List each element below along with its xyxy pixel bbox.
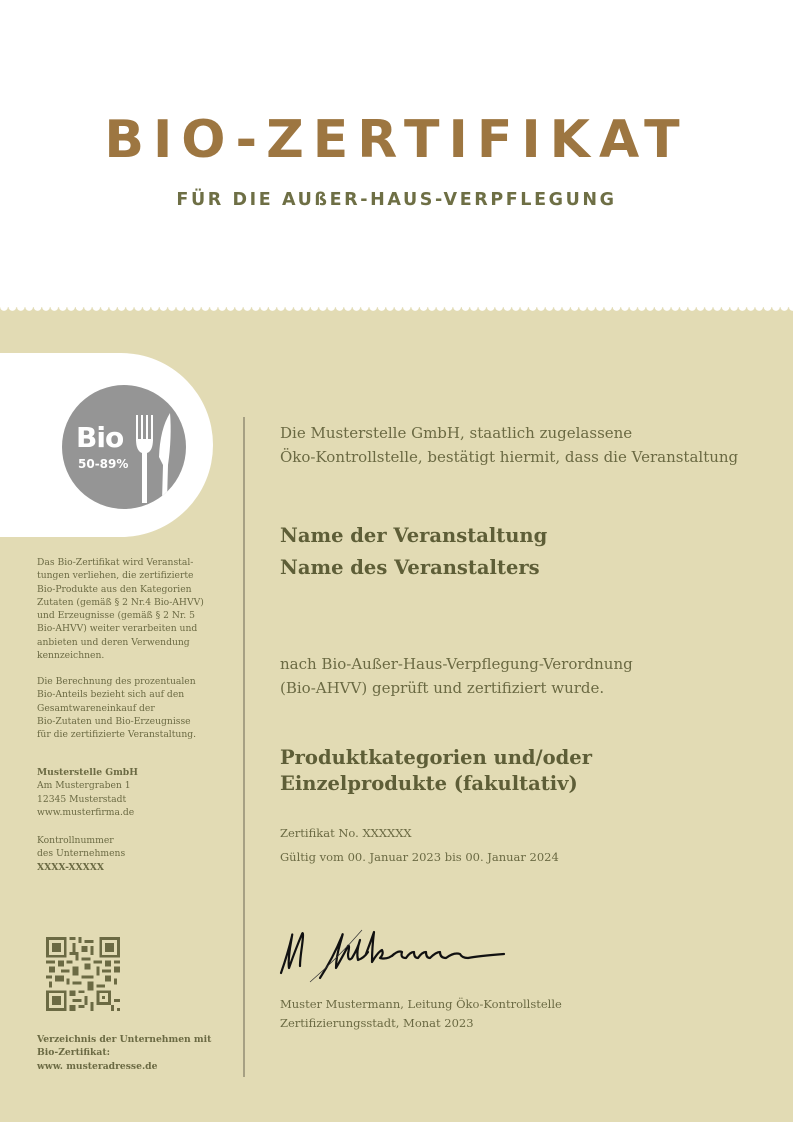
- text-line: kennzeichnen.: [37, 650, 105, 662]
- certificate-title: BIO-ZERTIFIKAT: [104, 110, 689, 170]
- control-label: Kontrollnummer: [37, 835, 114, 846]
- signature-icon: [278, 918, 510, 984]
- certificate-number: Zertifikat No. XXXXXX: [280, 826, 412, 840]
- intro-text: [280, 421, 780, 469]
- text-line: Die Musterstelle GmbH, staatlich zugelassene: [280, 424, 633, 442]
- validity-period: Gültig vom 00. Januar 2023 bis 00. Januar 2024: [280, 850, 559, 864]
- sidebar-calculation: [37, 675, 227, 741]
- directory-label: Verzeichnis der Unternehmen mit: [37, 1034, 212, 1045]
- directory-label: Bio-Zertifikat:: [37, 1047, 110, 1059]
- text-line: Gesamtwareneinkauf der: [37, 702, 155, 714]
- company-street: Am Mustergraben 1: [37, 780, 131, 792]
- text-line: nach Bio-Außer-Haus-Verpflegung-Verordnung: [280, 655, 633, 673]
- place-date: Zertifizierungsstadt, Monat 2023: [280, 1016, 474, 1030]
- fork-knife-icon: [132, 407, 180, 503]
- text-line: für die zertifizierte Veranstaltung.: [37, 729, 197, 741]
- organizer-name: Name des Veranstalters: [280, 556, 540, 579]
- text-line: und Erzeugnisse (gemäß § 2 Nr. 5: [37, 610, 195, 622]
- badge-percentage: 50-89%: [78, 457, 129, 471]
- text-line: Produktkategorien und/oder: [280, 746, 592, 769]
- certificate-header: [0, 0, 793, 312]
- directory-block: [37, 1033, 227, 1073]
- text-line: Bio-Anteils bezieht sich auf den: [37, 689, 185, 701]
- badge-label: Bio: [76, 421, 124, 454]
- control-number: XXXX-XXXXX: [37, 861, 104, 873]
- text-line: tungen verliehen, die zertifizierte: [37, 570, 194, 582]
- company-name: Musterstelle GmbH: [37, 767, 138, 778]
- control-label: des Unternehmens: [37, 848, 126, 860]
- text-line: Die Berechnung des prozentualen: [37, 676, 196, 687]
- vertical-divider: [243, 417, 245, 1077]
- company-city: 12345 Musterstadt: [37, 793, 127, 805]
- control-number-block: [37, 834, 227, 874]
- text-line: Das Bio-Zertifikat wird Veranstal-: [37, 557, 194, 568]
- text-line: Öko-Kontrollstelle, bestätigt hiermit, dass die Veranstaltung: [280, 448, 739, 466]
- company-website-link[interactable]: www.musterfirma.de: [37, 806, 135, 818]
- text-line: Zutaten (gemäß § 2 Nr.4 Bio-AHVV): [37, 596, 204, 608]
- bio-badge: [62, 385, 186, 509]
- text-line: Bio-Produkte aus den Kategorien: [37, 583, 192, 595]
- product-categories: [280, 745, 700, 797]
- scalloped-edge: [0, 307, 793, 315]
- qr-code-icon[interactable]: [46, 937, 120, 1011]
- event-names: [280, 520, 547, 584]
- sidebar-description: [37, 556, 227, 662]
- company-address: [37, 766, 227, 819]
- regulation-text: [280, 652, 780, 700]
- event-name: Name der Veranstaltung: [280, 524, 548, 547]
- text-line: (Bio-AHVV) geprüft und zertifiziert wurde.: [280, 679, 605, 697]
- signer-name: Muster Mustermann, Leitung Öko-Kontrollstelle: [280, 997, 562, 1011]
- text-line: Einzelprodukte (fakultativ): [280, 772, 578, 795]
- text-line: Bio-Zutaten und Bio-Erzeugnisse: [37, 715, 191, 727]
- text-line: Bio-AHVV) weiter verarbeiten und: [37, 623, 198, 635]
- certificate-subtitle: FÜR DIE AUßER-HAUS-VERPFLEGUNG: [176, 190, 617, 210]
- directory-url-link[interactable]: www. musteradresse.de: [37, 1060, 158, 1072]
- text-line: anbieten und deren Verwendung: [37, 636, 190, 648]
- signer-block: [280, 995, 562, 1033]
